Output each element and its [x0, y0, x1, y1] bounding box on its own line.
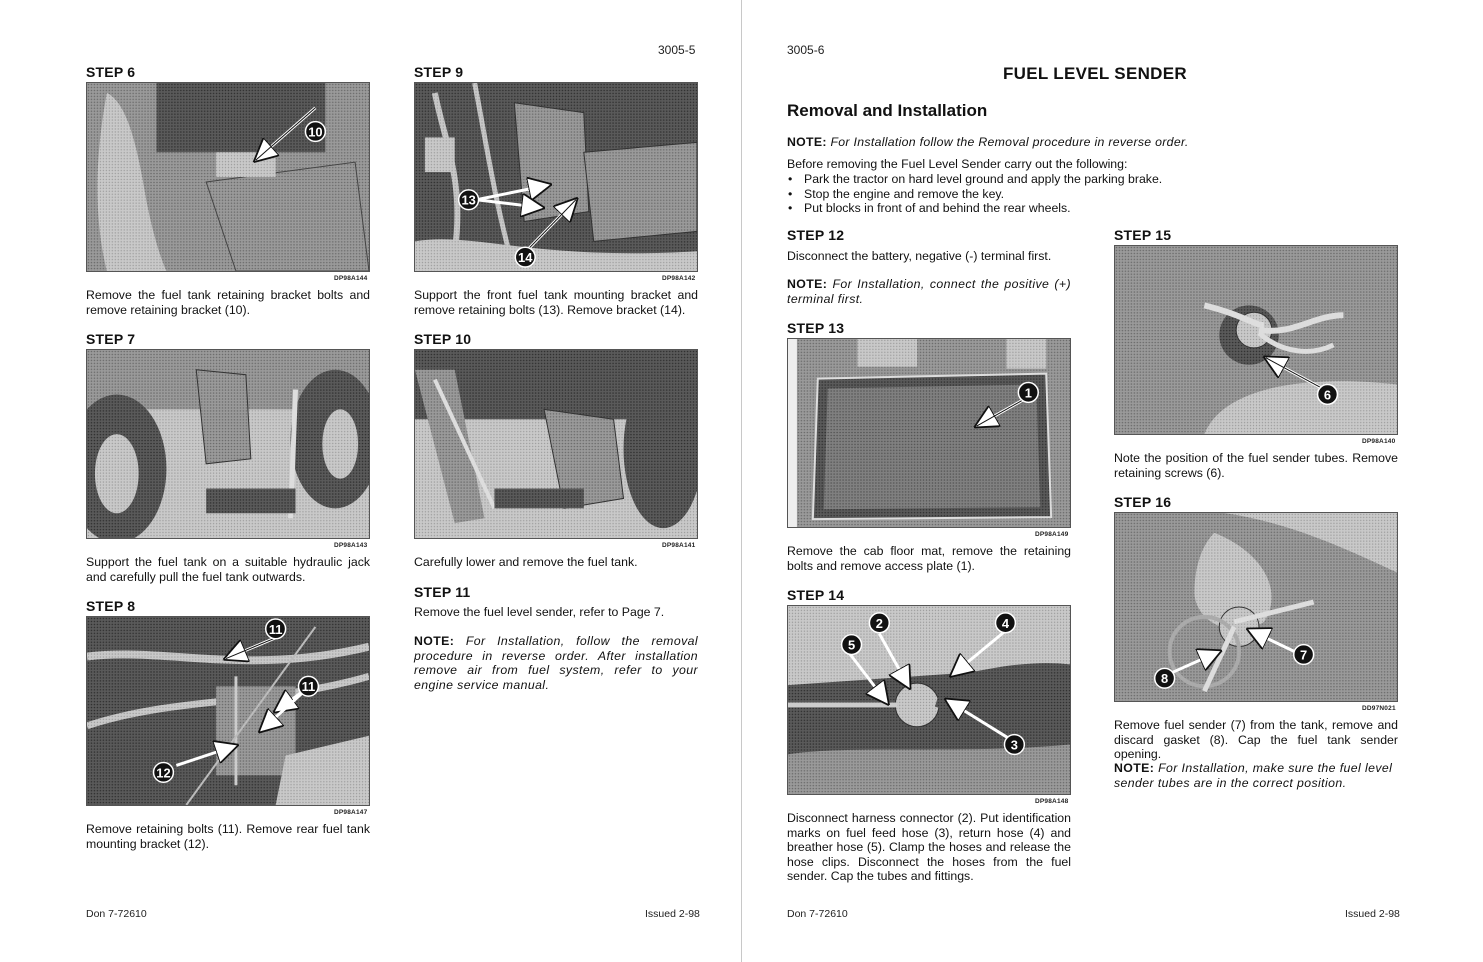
note-text: For Installation, follow the removal procedure in reverse order. After installation remove air from fuel system, refer to your engine service manual.: [414, 634, 698, 692]
precaution-list: [787, 172, 1427, 216]
step-15-photo: [1114, 245, 1398, 435]
photo-code: DP98A142: [662, 275, 696, 282]
step-9-text: Support the front fuel tank mounting bracket and remove retaining bolts (13). Remove bracket (14).: [414, 288, 698, 317]
step-14-text: Disconnect harness connector (2). Put identification marks on fuel feed hose (3), return hose (4) and breather hose (5). Clamp the hoses and release the hose clips. Disconnect the hoses from the fuel sender. Cap the tubes and fittings.: [787, 811, 1071, 884]
step-15-text: Note the position of the fuel sender tubes. Remove retaining screws (6).: [1114, 451, 1398, 480]
footer-issue: Issued 2-98: [1345, 908, 1400, 920]
section-title: Removal and Installation: [787, 101, 988, 120]
step-9-title: STEP 9: [414, 64, 464, 80]
step-15-title: STEP 15: [1114, 227, 1172, 243]
page-number: 3005-5: [658, 43, 696, 57]
svg-text:1: 1: [1024, 385, 1032, 401]
footer-doc-id: Don 7-72610: [787, 908, 848, 920]
photo-code: DP98A144: [334, 275, 368, 282]
list-item: • Park the tractor on hard level ground and apply the parking brake.: [787, 172, 1427, 187]
list-item: • Put blocks in front of and behind the rear wheels.: [787, 201, 1427, 216]
note-text: For Installation, connect the positive (+) terminal first.: [787, 277, 1071, 306]
step-13-photo: [787, 338, 1071, 528]
footer-issue: Issued 2-98: [645, 908, 700, 920]
photo-code: DP98A141: [662, 542, 696, 549]
step-10-text: Carefully lower and remove the fuel tank.: [414, 555, 638, 569]
right-page: [742, 0, 1483, 962]
svg-text:13: 13: [461, 192, 476, 208]
step-16-photo: [1114, 512, 1398, 702]
svg-text:7: 7: [1300, 647, 1308, 663]
note-label: NOTE:: [787, 135, 827, 149]
step-9-photo: [414, 82, 698, 272]
step-11-text: Remove the fuel level sender, refer to Page 7.: [414, 605, 665, 619]
step-14-photo: [787, 605, 1071, 795]
intro-note: [787, 135, 1427, 150]
photo-code: DP98A143: [334, 542, 368, 549]
step-10-title: STEP 10: [414, 331, 472, 347]
svg-text:8: 8: [1161, 671, 1169, 687]
step-11-title: STEP 11: [414, 584, 471, 600]
step-16-title: STEP 16: [1114, 494, 1172, 510]
note-text: For Installation, make sure the fuel level sender tubes are in the correct position.: [1114, 761, 1393, 790]
step-8-photo: [86, 616, 370, 806]
page-title: FUEL LEVEL SENDER: [1003, 64, 1187, 83]
svg-text:5: 5: [847, 637, 856, 653]
step-8-text: Remove retaining bolts (11). Remove rear fuel tank mounting bracket (12).: [86, 822, 370, 851]
svg-text:10: 10: [308, 124, 323, 140]
step-6-photo: [86, 82, 370, 272]
photo-code: DP98A149: [1035, 531, 1069, 538]
step-6-title: STEP 6: [86, 64, 136, 80]
note-label: NOTE:: [1114, 761, 1155, 775]
step-13-text: Remove the cab floor mat, remove the retaining bolts and remove access plate (1).: [787, 544, 1071, 573]
svg-text:11: 11: [301, 679, 316, 695]
svg-text:4: 4: [1001, 615, 1010, 631]
step-7-photo: [86, 349, 370, 539]
step-13-title: STEP 13: [787, 320, 845, 336]
step-8-title: STEP 8: [86, 598, 136, 614]
footer-doc-id: Don 7-72610: [86, 908, 147, 920]
step-7-title: STEP 7: [86, 331, 136, 347]
photo-code: DP98A140: [1362, 438, 1396, 445]
photo-code: DD97N021: [1362, 705, 1396, 712]
step-12-title: STEP 12: [787, 227, 845, 243]
svg-text:11: 11: [268, 621, 283, 637]
step-7-text: Support the fuel tank on a suitable hydraulic jack and carefully pull the fuel tank outwards.: [86, 555, 370, 584]
svg-text:14: 14: [518, 250, 533, 266]
photo-code: DP98A148: [1035, 798, 1069, 805]
step-11-note: [414, 634, 698, 692]
step-12-note: [787, 277, 1071, 306]
note-text: For Installation follow the Removal procedure in reverse order.: [830, 135, 1189, 149]
step-16-text: Remove fuel sender (7) from the tank, remove and discard gasket (8). Cap the fuel tank sender opening.: [1114, 718, 1398, 762]
intro-text: Before removing the Fuel Level Sender carry out the following:: [787, 157, 1128, 171]
step-10-photo: [414, 349, 698, 539]
note-label: NOTE:: [787, 277, 828, 291]
svg-text:6: 6: [1323, 387, 1332, 403]
left-page: [0, 0, 741, 962]
step-12-text: Disconnect the battery, negative (-) terminal first.: [787, 249, 1052, 263]
photo-code: DP98A147: [334, 809, 368, 816]
svg-text:2: 2: [875, 615, 883, 631]
step-14-title: STEP 14: [787, 587, 845, 603]
step-6-text: Remove the fuel tank retaining bracket bolts and remove retaining bracket (10).: [86, 288, 370, 317]
step-16-note: [1114, 761, 1398, 790]
note-label: NOTE:: [414, 634, 455, 648]
svg-text:12: 12: [156, 765, 171, 781]
page-number: 3005-6: [787, 43, 825, 57]
list-item: • Stop the engine and remove the key.: [787, 187, 1427, 202]
svg-text:3: 3: [1010, 737, 1018, 753]
